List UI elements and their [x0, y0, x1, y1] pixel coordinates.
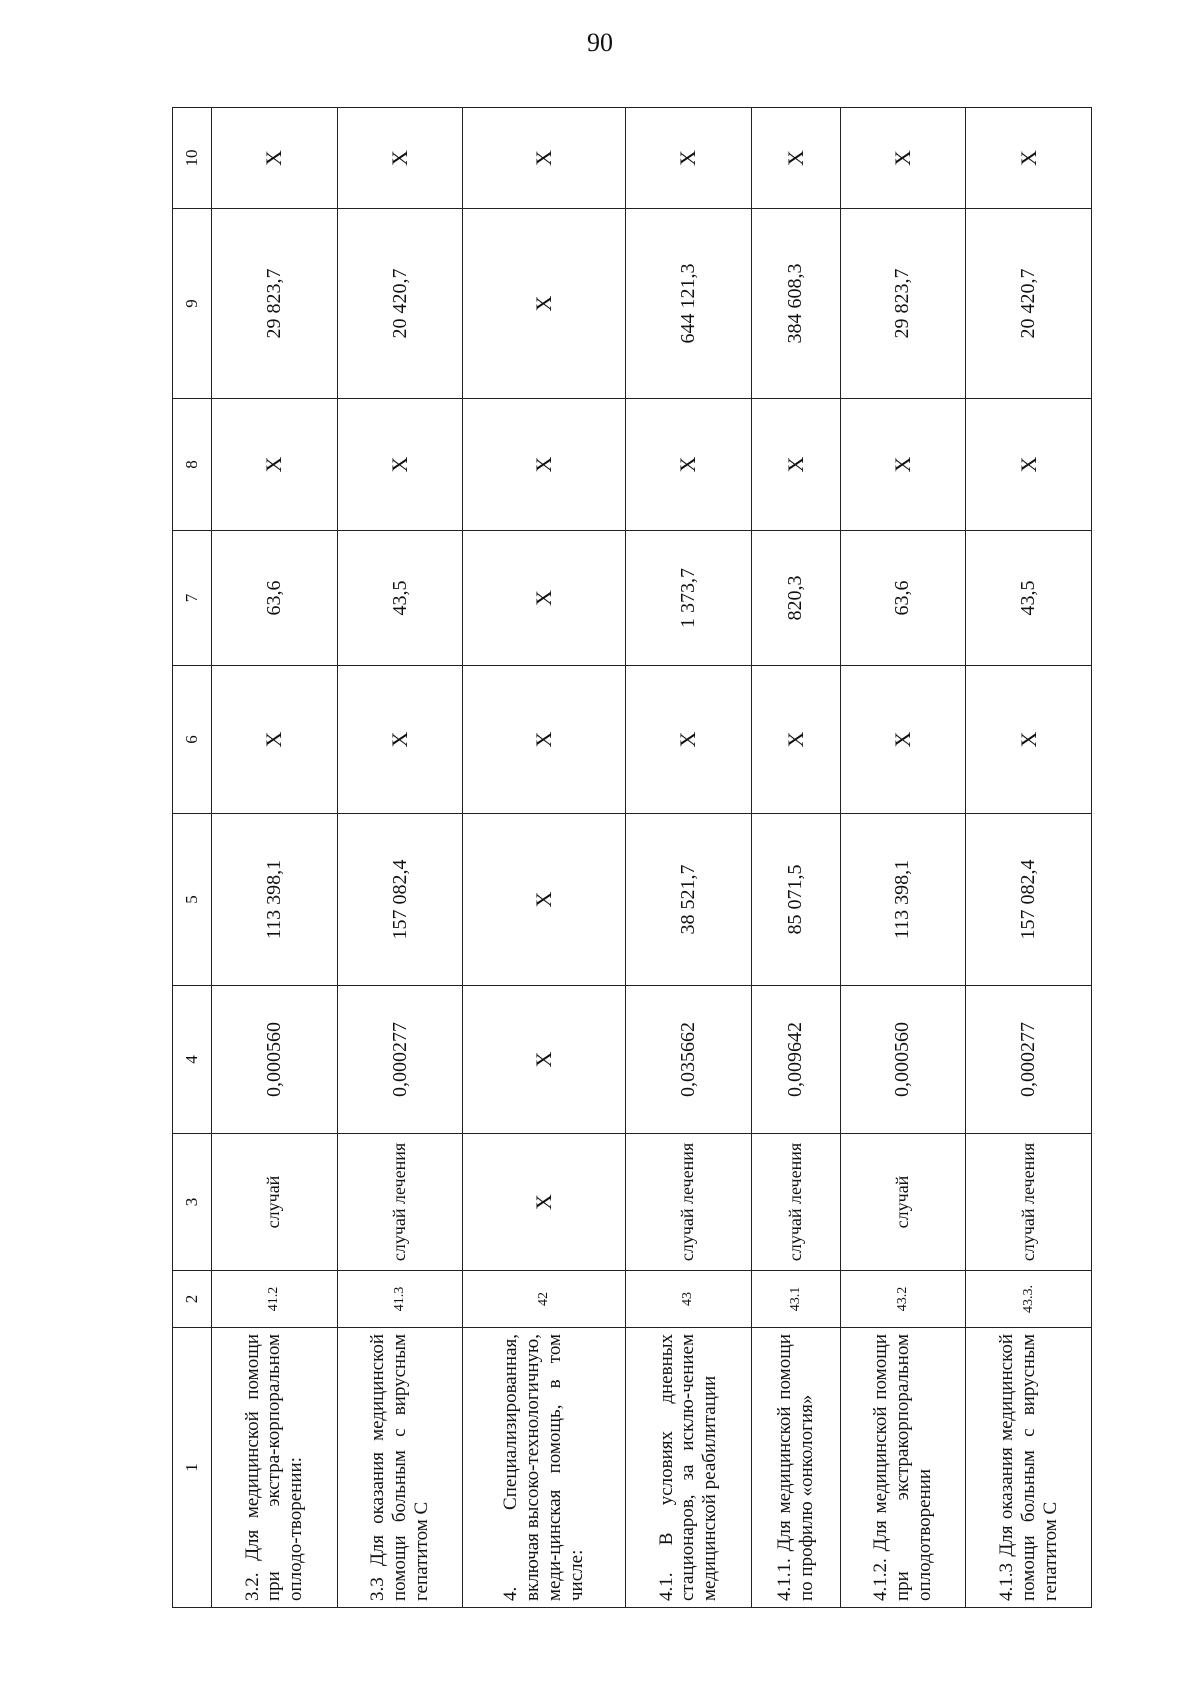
table-cell: 63,6	[212, 531, 338, 666]
table-cell: X	[966, 108, 1092, 209]
unit-cell: случай лечения	[751, 1134, 840, 1271]
table-cell: X	[840, 399, 966, 531]
column-header: 7	[173, 531, 212, 666]
row-code: 43.1	[751, 1271, 840, 1328]
table-cell: X	[840, 666, 966, 814]
table-cell: X	[751, 108, 840, 209]
table-cell: 43,5	[966, 531, 1092, 666]
table-cell: X	[966, 399, 1092, 531]
table-cell: X	[212, 666, 338, 814]
table-cell: X	[463, 399, 626, 531]
row-code: 41.3	[337, 1271, 463, 1328]
column-header: 2	[173, 1271, 212, 1328]
table-cell: 20 420,7	[337, 209, 463, 399]
column-header: 1	[173, 1328, 212, 1608]
table-row	[625, 108, 751, 1608]
column-header: 10	[173, 108, 212, 209]
table-cell: 157 082,4	[966, 814, 1092, 986]
table-row	[212, 108, 338, 1608]
unit-cell: случай лечения	[966, 1134, 1092, 1271]
table-row	[463, 108, 626, 1608]
table-cell: X	[966, 666, 1092, 814]
column-header: 8	[173, 399, 212, 531]
column-header: 5	[173, 814, 212, 986]
header-row	[173, 108, 212, 1608]
table-cell: 1 373,7	[625, 531, 751, 666]
table-cell: 0,035662	[625, 986, 751, 1134]
table-cell: 0,000277	[337, 986, 463, 1134]
unit-cell: случай лечения	[625, 1134, 751, 1271]
table-cell: X	[625, 666, 751, 814]
data-table	[172, 107, 1092, 1608]
row-label: 4.1.2. Для медицинской помощи при экстракорпоральном оплодотворении	[840, 1328, 966, 1608]
table-cell: X	[625, 399, 751, 531]
table-cell: X	[212, 108, 338, 209]
unit-cell: случай	[840, 1134, 966, 1271]
row-label: 3.2. Для медицинской помощи при экстра-корпоральном оплодо-творении:	[212, 1328, 338, 1608]
table-cell: X	[840, 108, 966, 209]
column-header: 3	[173, 1134, 212, 1271]
row-code: 43.2	[840, 1271, 966, 1328]
table-cell: 38 521,7	[625, 814, 751, 986]
table-cell: X	[463, 666, 626, 814]
table-cell: X	[751, 399, 840, 531]
unit-cell: X	[463, 1134, 626, 1271]
table-cell: X	[625, 108, 751, 209]
table-cell: 384 608,3	[751, 209, 840, 399]
row-label: 4.1.3 Для оказания медицинской помощи больным с вирусным гепатитом С	[966, 1328, 1092, 1608]
column-header: 6	[173, 666, 212, 814]
table-cell: 43,5	[337, 531, 463, 666]
table-cell: 0,000560	[212, 986, 338, 1134]
row-code: 42	[463, 1271, 626, 1328]
table-cell: 644 121,3	[625, 209, 751, 399]
table-cell: 29 823,7	[212, 209, 338, 399]
row-code: 41.2	[212, 1271, 338, 1328]
table-cell: X	[463, 814, 626, 986]
row-code: 43	[625, 1271, 751, 1328]
unit-cell: случай лечения	[337, 1134, 463, 1271]
table-cell: 157 082,4	[337, 814, 463, 986]
table-cell: 20 420,7	[966, 209, 1092, 399]
table-cell: 113 398,1	[212, 814, 338, 986]
unit-cell: случай	[212, 1134, 338, 1271]
row-label: 3.3 Для оказания медицинской помощи больным с вирусным гепатитом С	[337, 1328, 463, 1608]
rotated-table-frame	[172, 108, 1092, 1608]
table-cell: X	[463, 531, 626, 666]
table-row	[751, 108, 840, 1608]
row-code: 43.3.	[966, 1271, 1092, 1328]
row-label: 4.1. В условиях дневных стационаров, за исклю-чением медицинской реабилитации	[625, 1328, 751, 1608]
table-cell: X	[751, 666, 840, 814]
table-cell: 0,000277	[966, 986, 1092, 1134]
table-cell: X	[337, 666, 463, 814]
column-header: 4	[173, 986, 212, 1134]
table-cell: X	[212, 399, 338, 531]
table-row	[966, 108, 1092, 1608]
table-cell: X	[337, 399, 463, 531]
column-header: 9	[173, 209, 212, 399]
table-cell: X	[463, 108, 626, 209]
table-row	[337, 108, 463, 1608]
row-label: 4.1.1. Для медицинской помощи по профилю «онкология»	[751, 1328, 840, 1608]
table-cell: 63,6	[840, 531, 966, 666]
table-cell: 113 398,1	[840, 814, 966, 986]
table-cell: X	[463, 986, 626, 1134]
table-cell: 85 071,5	[751, 814, 840, 986]
page-number: 90	[587, 28, 613, 57]
table-cell: 0,000560	[840, 986, 966, 1134]
table-cell: 29 823,7	[840, 209, 966, 399]
table-cell: 820,3	[751, 531, 840, 666]
row-label: 4. Специализированная, включая высоко-технологичную, меди-цинская помощь, в том числе:	[463, 1328, 626, 1608]
table-cell: 0,009642	[751, 986, 840, 1134]
table-cell: X	[337, 108, 463, 209]
table-row	[840, 108, 966, 1608]
table-cell: X	[463, 209, 626, 399]
table-container	[172, 108, 1092, 1608]
